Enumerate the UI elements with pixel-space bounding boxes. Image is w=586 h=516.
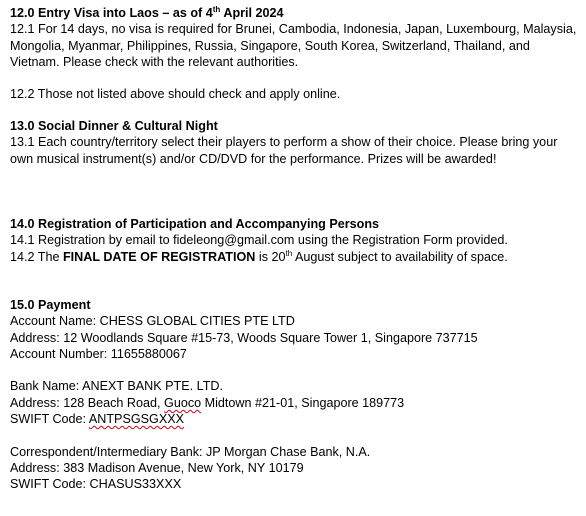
paragraph-14-2-ordinal: th — [285, 248, 293, 258]
correspondent-swift: SWIFT Code: CHASUS33XXX — [10, 477, 182, 492]
section-15-payment — [10, 297, 582, 493]
section-12-heading-date: April 2024 — [220, 6, 284, 20]
paragraph-14-2 — [10, 249, 582, 265]
paragraph-14-2-lead: 14.2 The — [10, 249, 63, 264]
section-13-social-dinner — [10, 118, 582, 167]
section-14-heading: 14.0 Registration of Participation and Accompanying Persons — [10, 217, 380, 231]
paragraph-12-2: 12.2 Those not listed above should check and apply online. — [10, 87, 341, 102]
bank-swift — [10, 411, 582, 427]
final-date-label: FINAL DATE OF REGISTRATION — [62, 249, 256, 264]
section-15-heading: 15.0 Payment — [10, 298, 91, 312]
section-12-heading-text: 12.0 Entry Visa into Laos – as of 4 — [10, 6, 213, 20]
bank-address-tail: Midtown #21-01, Singapore 189773 — [201, 395, 405, 410]
account-address: Address: 12 Woodlands Square #15-73, Woods Square Tower 1, Singapore 737715 — [10, 330, 478, 345]
bank-name: Bank Name: ANEXT BANK PTE. LTD. — [10, 379, 223, 394]
account-name: Account Name: CHESS GLOBAL CITIES PTE LTD — [10, 314, 295, 329]
paragraph-14-2-tail: August subject to availability of space. — [292, 249, 508, 264]
bank-swift-label: SWIFT Code: — [10, 412, 89, 427]
section-12-entry-visa — [10, 5, 582, 103]
correspondent-address: Address: 383 Madison Avenue, New York, NY 10179 — [10, 460, 304, 475]
bank-address — [10, 395, 582, 411]
paragraph-12-1: 12.1 For 14 days, no visa is required for Brunei, Cambodia, Indonesia, Japan, Luxembourg, Malaysia, Mongolia, Myanmar, Philippines, Russia, Singapore, South Korea, Switzerland, Thailand, and Vietnam. Please check with the relevant authorities. — [10, 22, 577, 69]
section-12-heading — [10, 5, 582, 21]
section-12-heading-ordinal: th — [212, 4, 221, 14]
paragraph-14-2-date-day: is 20 — [255, 249, 286, 264]
paragraph-13-1: 13.1 Each country/territory select their players to perform a show of their choice. Please bring your own musical instrument(s) and/or CD/DVD for the performance. Prizes will be awarded! — [10, 135, 558, 166]
spellcheck-word-guoco: Guoco — [164, 395, 202, 410]
spellcheck-word-swift-code: ANTPSGSGXXX — [88, 412, 185, 427]
section-13-heading: 13.0 Social Dinner & Cultural Night — [10, 119, 218, 133]
bank-address-lead: Address: 128 Beach Road, — [10, 395, 165, 410]
section-14-registration — [10, 216, 582, 265]
correspondent-bank: Correspondent/Intermediary Bank: JP Morgan Chase Bank, N.A. — [10, 444, 371, 459]
account-number: Account Number: 11655880067 — [10, 346, 187, 361]
paragraph-14-1: 14.1 Registration by email to fideleong@gmail.com using the Registration Form provided. — [10, 233, 508, 248]
